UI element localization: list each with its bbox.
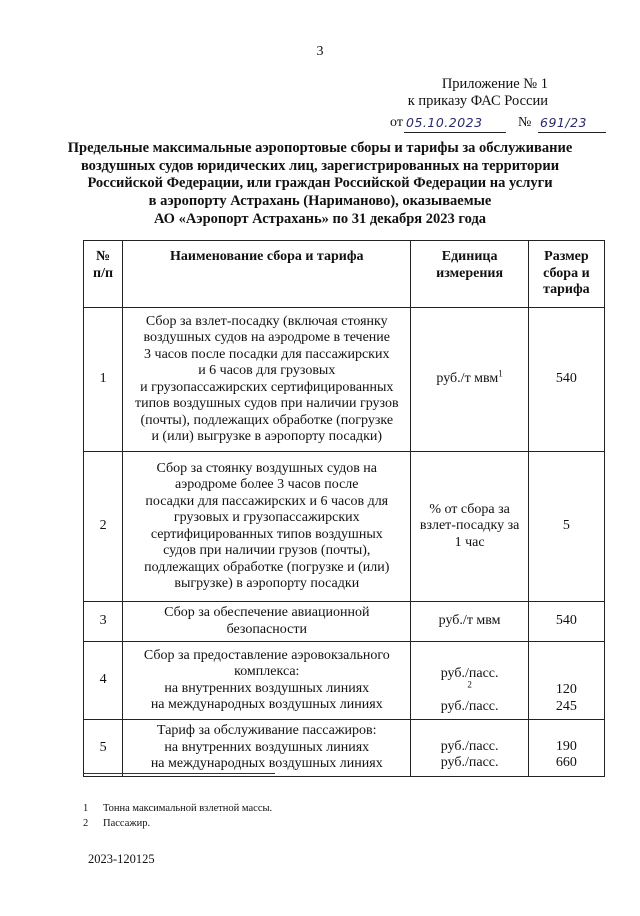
footnote-mark: 2	[83, 818, 89, 829]
appendix-title: Приложение № 1	[441, 76, 548, 92]
unit-cell: % от сбора за взлет-посадку за 1 час	[411, 452, 528, 602]
title-line: Предельные максимальные аэропортовые сборы и тарифы за обслуживание	[67, 140, 573, 156]
unit-cell: руб./т мвм	[411, 602, 528, 642]
title-line: АО «Аэропорт Астрахань» по 31 декабря 2023 года	[153, 210, 487, 227]
number-sign: №	[518, 115, 532, 130]
header-unit: Единица измерения	[411, 241, 528, 308]
appendix-header	[340, 76, 600, 132]
header-name: Наименование сбора и тарифа	[123, 241, 411, 308]
title-line: в аэропорту Астрахань (Нариманово), оказываемые	[148, 193, 492, 210]
row-number: 2	[84, 452, 123, 602]
footnote	[83, 816, 583, 831]
row-number: 3	[84, 602, 123, 642]
footnotes	[83, 801, 583, 831]
footnote-text: Тонна максимальной взлетной массы.	[103, 803, 273, 814]
order-date-number-line	[340, 112, 600, 132]
table-header-row	[84, 241, 605, 308]
title-line: воздушных судов юридических лиц, зарегистрированных на территории	[80, 157, 560, 174]
fee-name: Сбор за обеспечение авиационной безопасности	[123, 602, 411, 642]
rate-cell: 120 245	[528, 642, 604, 720]
rate-cell: 540	[528, 602, 604, 642]
rate-cell: 5	[528, 452, 604, 602]
rate-cell: 190 660	[528, 720, 604, 777]
unit-cell: руб./пасс. руб./пасс.	[411, 720, 528, 777]
fee-name: Тариф за обслуживание пассажиров: на внутренних воздушных линиях на международных воздушных линиях	[123, 720, 411, 777]
fee-name: Сбор за стоянку воздушных судов на аэродроме более 3 часов после посадки для пассажирских и 6 часов для грузовых и грузопассажирских сертифицированных типов воздушных судов при наличии грузов (почты), подлежащих обработке (погрузке и (или) выгрузке) в аэропорту посадки	[123, 452, 411, 602]
title-line: Российской Федерации, или граждан Российской Федерации на услуги	[87, 175, 553, 192]
fee-name: Сбор за взлет-посадку (включая стоянку воздушных судов на аэродроме в течение 3 часов после посадки для пассажирских и 6 часов для грузовых и грузопассажирских сертифицированных типов воздушных судов при наличии грузов (почты), подлежащих обработке (погрузке и (или) выгрузке в аэропорту посадки)	[123, 308, 411, 452]
row-number: 5	[84, 720, 123, 777]
fee-name: Сбор за предоставление аэровокзального комплекса: на внутренних воздушных линиях на международных воздушных линиях	[123, 642, 411, 720]
footnote-mark: 1	[83, 803, 89, 814]
fees-table	[83, 240, 605, 777]
row-number: 4	[84, 642, 123, 720]
header-rate: Размер сбора и тарифа	[528, 241, 604, 308]
rate-cell: 540	[528, 308, 604, 452]
table-row	[84, 452, 605, 602]
table-row	[84, 308, 605, 452]
page-number: 3	[316, 44, 324, 59]
document-code: 2023-120125	[88, 852, 155, 866]
from-label: от	[390, 115, 403, 130]
order-reference: к приказу ФАС России	[407, 93, 548, 109]
table-row	[84, 720, 605, 777]
row-number: 1	[84, 308, 123, 452]
unit-cell: руб./пасс. $^2$ руб./пасс.	[411, 642, 528, 720]
footnote-separator	[83, 773, 275, 774]
document-title	[40, 140, 600, 229]
table-row	[84, 602, 605, 642]
handwritten-order-number: 691/23	[538, 114, 606, 133]
footnote	[83, 801, 583, 816]
header-number: № п/п	[84, 241, 123, 308]
table-row	[84, 642, 605, 720]
handwritten-date: 05.10.2023	[404, 114, 506, 133]
footnote-text: Пассажир.	[103, 818, 151, 829]
unit-cell: руб./т мвм$^1$	[411, 308, 528, 452]
